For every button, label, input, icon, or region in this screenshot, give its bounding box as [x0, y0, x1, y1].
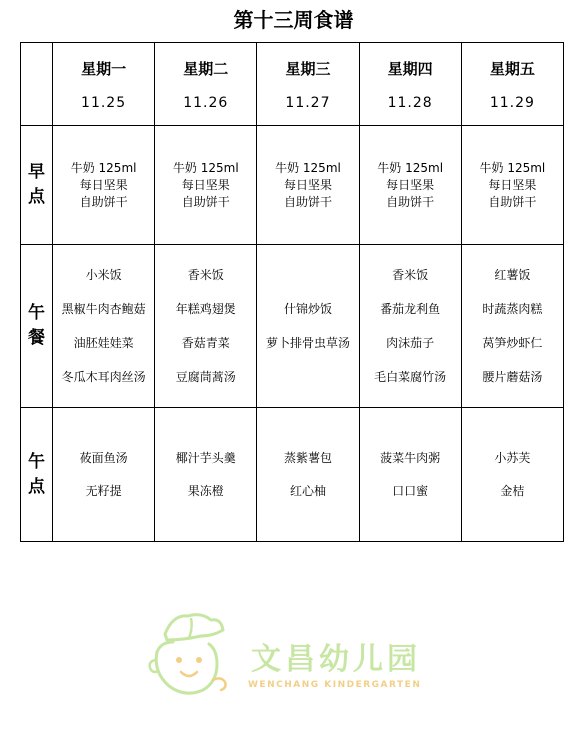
meal-label-snack: 午 点 [21, 408, 53, 542]
snack-row [21, 408, 564, 542]
menu-cell: 牛奶 125ml 每日坚果 自助饼干 [257, 126, 359, 245]
day-date: 11.26 [183, 94, 229, 111]
day-date: 11.25 [81, 94, 127, 111]
day-date: 11.29 [489, 94, 535, 111]
page-title: 第十三周食谱 [233, 8, 354, 32]
day-name: 星期五 [489, 59, 535, 78]
menu-cell: 椰汁芋头羹 果冻橙 [155, 408, 257, 542]
menu-cell: 红薯饭 时蔬蒸肉糕 莴笋炒虾仁 腰片蘑菇汤 [461, 245, 563, 408]
menu-cell: 香米饭 番茄龙利鱼 肉沫茄子 毛白菜腐竹汤 [359, 245, 461, 408]
menu-cell: 小苏芙 金桔 [461, 408, 563, 542]
menu-cell: 小米饭 黑椒牛肉杏鲍菇 油胚娃娃菜 冬瓜木耳肉丝汤 [53, 245, 155, 408]
logo-subtitle: WENCHANG KINDERGARTEN [248, 680, 422, 690]
day-name: 星期二 [183, 59, 229, 78]
menu-cell: 什锦炒饭 萝卜排骨虫草汤 [257, 245, 359, 408]
menu-cell: 蒸紫薯包 红心柚 [257, 408, 359, 542]
day-header-wed [257, 43, 359, 126]
menu-cell: 菠菜牛肉粥 口口蜜 [359, 408, 461, 542]
lunch-row [21, 245, 564, 408]
day-name: 星期一 [81, 59, 127, 78]
day-header-tue [155, 43, 257, 126]
logo-name: 文昌幼儿园 [251, 642, 421, 677]
day-date: 11.28 [387, 94, 433, 111]
menu-cell: 牛奶 125ml 每日坚果 自助饼干 [359, 126, 461, 245]
day-header-thu [359, 43, 461, 126]
corner-cell [21, 43, 53, 126]
menu-cell: 香米饭 年糕鸡翅煲 香菇青菜 豆腐茼蒿汤 [155, 245, 257, 408]
menu-cell: 牛奶 125ml 每日坚果 自助饼干 [461, 126, 563, 245]
meal-label-lunch: 午 餐 [21, 245, 53, 408]
menu-table [20, 42, 564, 542]
day-header-mon [53, 43, 155, 126]
menu-cell: 牛奶 125ml 每日坚果 自助饼干 [53, 126, 155, 245]
menu-cell: 莜面鱼汤 无籽提 [53, 408, 155, 542]
table-header-row [21, 43, 564, 126]
child-face-logo-icon [143, 606, 243, 706]
kindergarten-logo [143, 606, 433, 706]
day-name: 星期三 [285, 59, 331, 78]
day-name: 星期四 [387, 59, 433, 78]
meal-label-breakfast: 早 点 [21, 126, 53, 245]
day-header-fri [461, 43, 563, 126]
menu-cell: 牛奶 125ml 每日坚果 自助饼干 [155, 126, 257, 245]
breakfast-row [21, 126, 564, 245]
day-date: 11.27 [285, 94, 331, 111]
